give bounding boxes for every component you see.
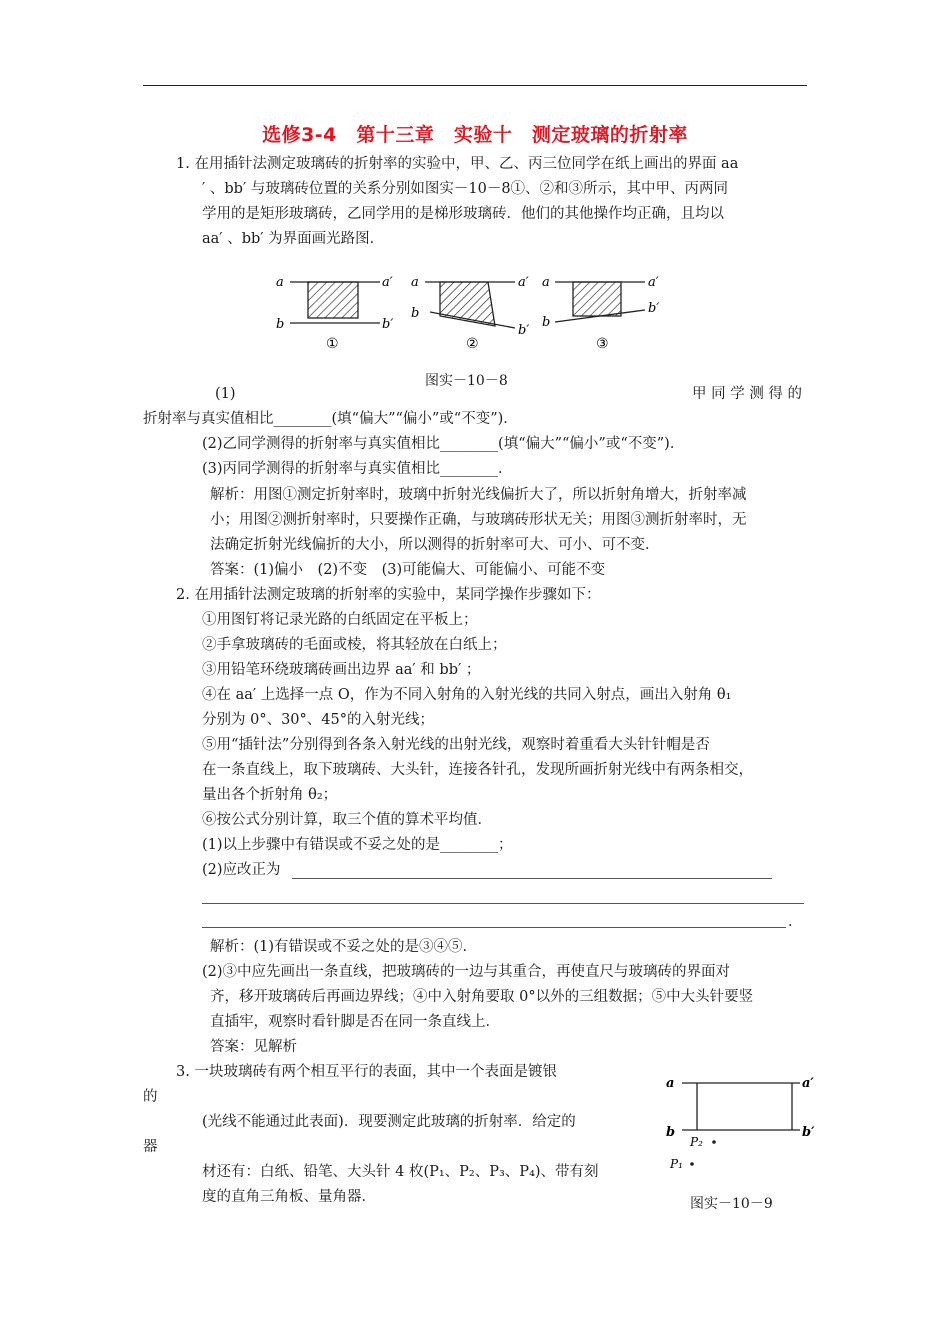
q2-step-2: ②手拿玻璃砖的毛面或棱，将其轻放在白纸上； — [202, 637, 507, 653]
q2-step-3: ③用铅笔环绕玻璃砖画出边界 aa′ 和 bb′ ； — [202, 662, 481, 678]
figure-10-8 — [270, 262, 680, 354]
fig2-label-b-prime: b′ — [518, 323, 530, 338]
fig2-label-b: b — [411, 306, 420, 321]
figure-10-9-caption: 图实－10－9 — [690, 1196, 773, 1212]
fig1-label-b: b — [276, 317, 285, 332]
fig9-label-p1: P₁ — [670, 1157, 683, 1171]
fig9-label-a: a — [666, 1076, 675, 1091]
fig3-number: ③ — [596, 336, 609, 352]
fig9-label-p2: P₂ — [690, 1135, 703, 1149]
q2-analysis-3: 齐，移开玻璃砖后再画边界线；④中入射角要取 0°以外的三组数据；⑤中大头针要竖 — [210, 989, 754, 1005]
answer-line-3 — [202, 927, 786, 928]
fig3-label-b: b — [542, 315, 551, 330]
q3-line-4: 器 — [143, 1139, 158, 1155]
q3-line-2: 的 — [143, 1089, 158, 1105]
q1-line-3: 学用的是矩形玻璃砖，乙同学用的是梯形玻璃砖．他们的其他操作均正确，且均以 — [202, 206, 724, 222]
fig3-label-b-prime: b′ — [648, 301, 660, 316]
figure-10-8-caption: 图实－10－8 — [425, 373, 508, 389]
q2-line-1: 2. 在用插针法测定玻璃的折射率的实验中，某同学操作步骤如下： — [176, 587, 601, 603]
q2-step-5a: ⑤用“插针法”分别得到各条入射光线的出射光线，观察时着重看大头针针帽是否 — [202, 737, 710, 753]
fig1-label-a-prime: a′ — [382, 275, 393, 290]
q2-sub1: (1)以上步骤中有错误或不妥之处的是________； — [202, 837, 513, 853]
answer-line-2 — [202, 903, 804, 904]
q3-line-5: 材还有：白纸、铅笔、大头针 4 枚(P₁、P₂、P₃、P₄)、带有刻 — [202, 1164, 599, 1180]
q2-analysis-4: 直插牢，观察时看针脚是否在同一条直线上． — [210, 1014, 500, 1030]
page-title: 选修3-4 第十三章 实验十 测定玻璃的折射率 — [262, 124, 688, 146]
q3-line-1: 3. 一块玻璃砖有两个相互平行的表面，其中一个表面是镀银 — [176, 1064, 557, 1080]
q2-step-6: ⑥按公式分别计算，取三个值的算术平均值． — [202, 812, 492, 828]
q2-step-4b: 分别为 0°、30°、45°的入射光线； — [202, 712, 434, 728]
fig9-label-a-prime: a′ — [802, 1076, 814, 1091]
q1-sub1-text-b: 折射率与真实值相比________(填“偏大”“偏小”或“不变”)． — [143, 411, 518, 427]
fig3-label-a: a — [542, 275, 550, 290]
q2-step-1: ①用图钉将记录光路的白纸固定在平板上； — [202, 612, 478, 628]
q1-sub1-text-a: 甲 同 学 测 得 的 — [692, 386, 803, 402]
q2-analysis-2: (2)③中应先画出一条直线，把玻璃砖的一边与其重合，再使直尺与玻璃砖的界面对 — [202, 964, 731, 980]
q2-step-4a: ④在 aa′ 上选择一点 O，作为不同入射角的入射光线的共同入射点，画出入射角 θ₁ — [202, 687, 732, 703]
q3-line-6: 度的直角三角板、量角器． — [202, 1189, 376, 1205]
q1-sub1-number: (1) — [215, 386, 236, 402]
fig2-label-a: a — [411, 275, 419, 290]
fig3-label-a-prime: a′ — [648, 275, 659, 290]
q2-step-5c: 量出各个折射角 θ₂； — [202, 787, 338, 803]
q1-analysis-3: 法确定折射光线偏折的大小，所以测得的折射率可大、可小、可不变． — [210, 537, 660, 553]
header-rule — [143, 85, 807, 86]
q1-sub2: (2)乙同学测得的折射率与真实值相比________(填“偏大”“偏小”或“不变”)． — [202, 436, 685, 452]
fig1-label-b-prime: b′ — [382, 317, 394, 332]
q2-answer: 答案：见解析 — [210, 1039, 297, 1055]
q1-answer: 答案：(1)偏小 (2)不变 (3)可能偏大、可能偏小、可能不变 — [210, 562, 606, 578]
figure-panel-3 — [555, 282, 645, 322]
fig9-label-b: b — [666, 1125, 676, 1140]
fig2-label-a-prime: a′ — [518, 275, 529, 290]
q1-line-2: ′ 、bb′ 与玻璃砖位置的关系分别如图实－10－8①、②和③所示，其中甲、丙两同 — [202, 181, 729, 197]
q2-analysis-1: 解析：(1)有错误或不妥之处的是③④⑤. — [210, 939, 468, 955]
figure-panel-1 — [290, 282, 380, 323]
fig9-label-b-prime: b′ — [802, 1125, 815, 1140]
q1-sub3: (3)丙同学测得的折射率与真实值相比________． — [202, 461, 513, 477]
answer-end-dot: ． — [788, 914, 803, 930]
q2-sub2: (2)应改正为 — [202, 862, 281, 878]
fig1-label-a: a — [276, 275, 284, 290]
q1-analysis-1: 解析：用图①测定折射率时，玻璃中折射光线偏折大了，所以折射角增大，折射率减 — [210, 487, 747, 503]
q1-line-4: aa′ 、bb′ 为界面画光路图． — [202, 231, 385, 247]
q3-line-3: (光线不能通过此表面)．现要测定此玻璃的折射率．给定的 — [202, 1114, 576, 1130]
fig2-number: ② — [466, 336, 479, 352]
answer-line-1 — [292, 878, 772, 879]
q2-step-5b: 在一条直线上，取下玻璃砖、大头针，连接各针孔，发现所画折射光线中有两条相交， — [202, 762, 753, 778]
q1-analysis-2: 小；用图②测折射率时，只要操作正确，与玻璃砖形状无关；用图③测折射率时，无 — [210, 512, 747, 528]
q1-line-1: 1. 在用插针法测定玻璃砖的折射率的实验中，甲、乙、丙三位同学在纸上画出的界面 aa — [176, 156, 739, 172]
fig1-number: ① — [326, 336, 339, 352]
figure-panel-2 — [425, 282, 515, 328]
figure-10-9 — [660, 1068, 830, 1178]
